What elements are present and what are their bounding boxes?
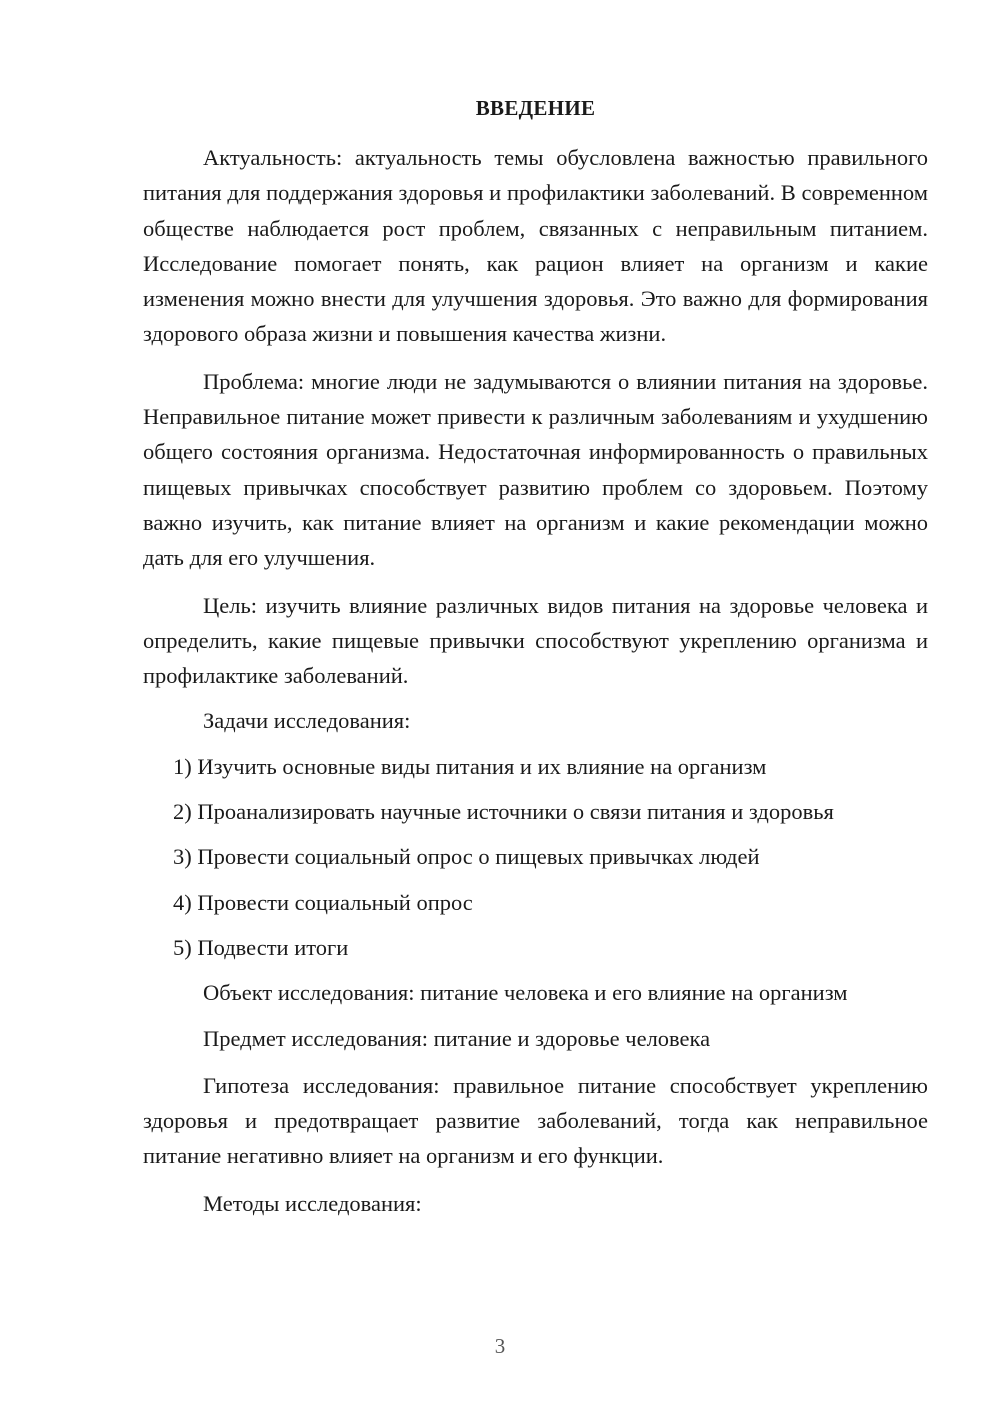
research-hypothesis: Гипотеза исследования: правильное питание способствует укреплению здоровья и предотвращает развитие заболеваний, тогда как неправильное питание негативно влияет на организм и его функции. xyxy=(143,1072,928,1169)
task-item-1: 1) Изучить основные виды питания и их влияние на организм xyxy=(173,753,767,779)
page-title: ВВЕДЕНИЕ xyxy=(475,96,596,120)
paragraph-goal: Цель: изучить влияние различных видов питания на здоровье человека и определить, какие пищевые привычки способствуют укреплению организма и профилактике заболеваний. xyxy=(143,592,928,689)
methods-heading: Методы исследования: xyxy=(203,1190,422,1216)
task-item-2: 2) Проанализировать научные источники о связи питания и здоровья xyxy=(173,799,834,825)
tasks-heading: Задачи исследования: xyxy=(203,708,411,734)
research-subject: Предмет исследования: питание и здоровье человека xyxy=(203,1025,711,1051)
page-number: 3 xyxy=(494,1334,506,1358)
research-object: Объект исследования: питание человека и его влияние на организм xyxy=(203,980,848,1006)
document-body xyxy=(143,140,928,1221)
paragraph-relevance: Актуальность: актуальность темы обусловлена важностью правильного питания для поддержания здоровья и профилактики заболеваний. В современном обществе наблюдается рост проблем, связанных с неправильным питанием. Исследование помогает понять, как рацион влияет на организм и какие изменения можно внести для улучшения здоровья. Это важно для формирования здорового образа жизни и повышения качества жизни. xyxy=(143,145,928,347)
task-item-5: 5) Подвести итоги xyxy=(173,934,349,960)
paragraph-problem: Проблема: многие люди не задумываются о влиянии питания на здоровье. Неправильное питание может привести к различным заболеваниям и ухудшению общего состояния организма. Недостаточная информированность о правильных пищевых привычках способствует развитию проблем со здоровьем. Поэтому важно изучить, как питание влияет на организм и какие рекомендации можно дать для его улучшения. xyxy=(143,368,928,571)
task-item-3: 3) Провести социальный опрос о пищевых привычках людей xyxy=(173,844,760,870)
task-item-4: 4) Провести социальный опрос xyxy=(173,889,473,915)
